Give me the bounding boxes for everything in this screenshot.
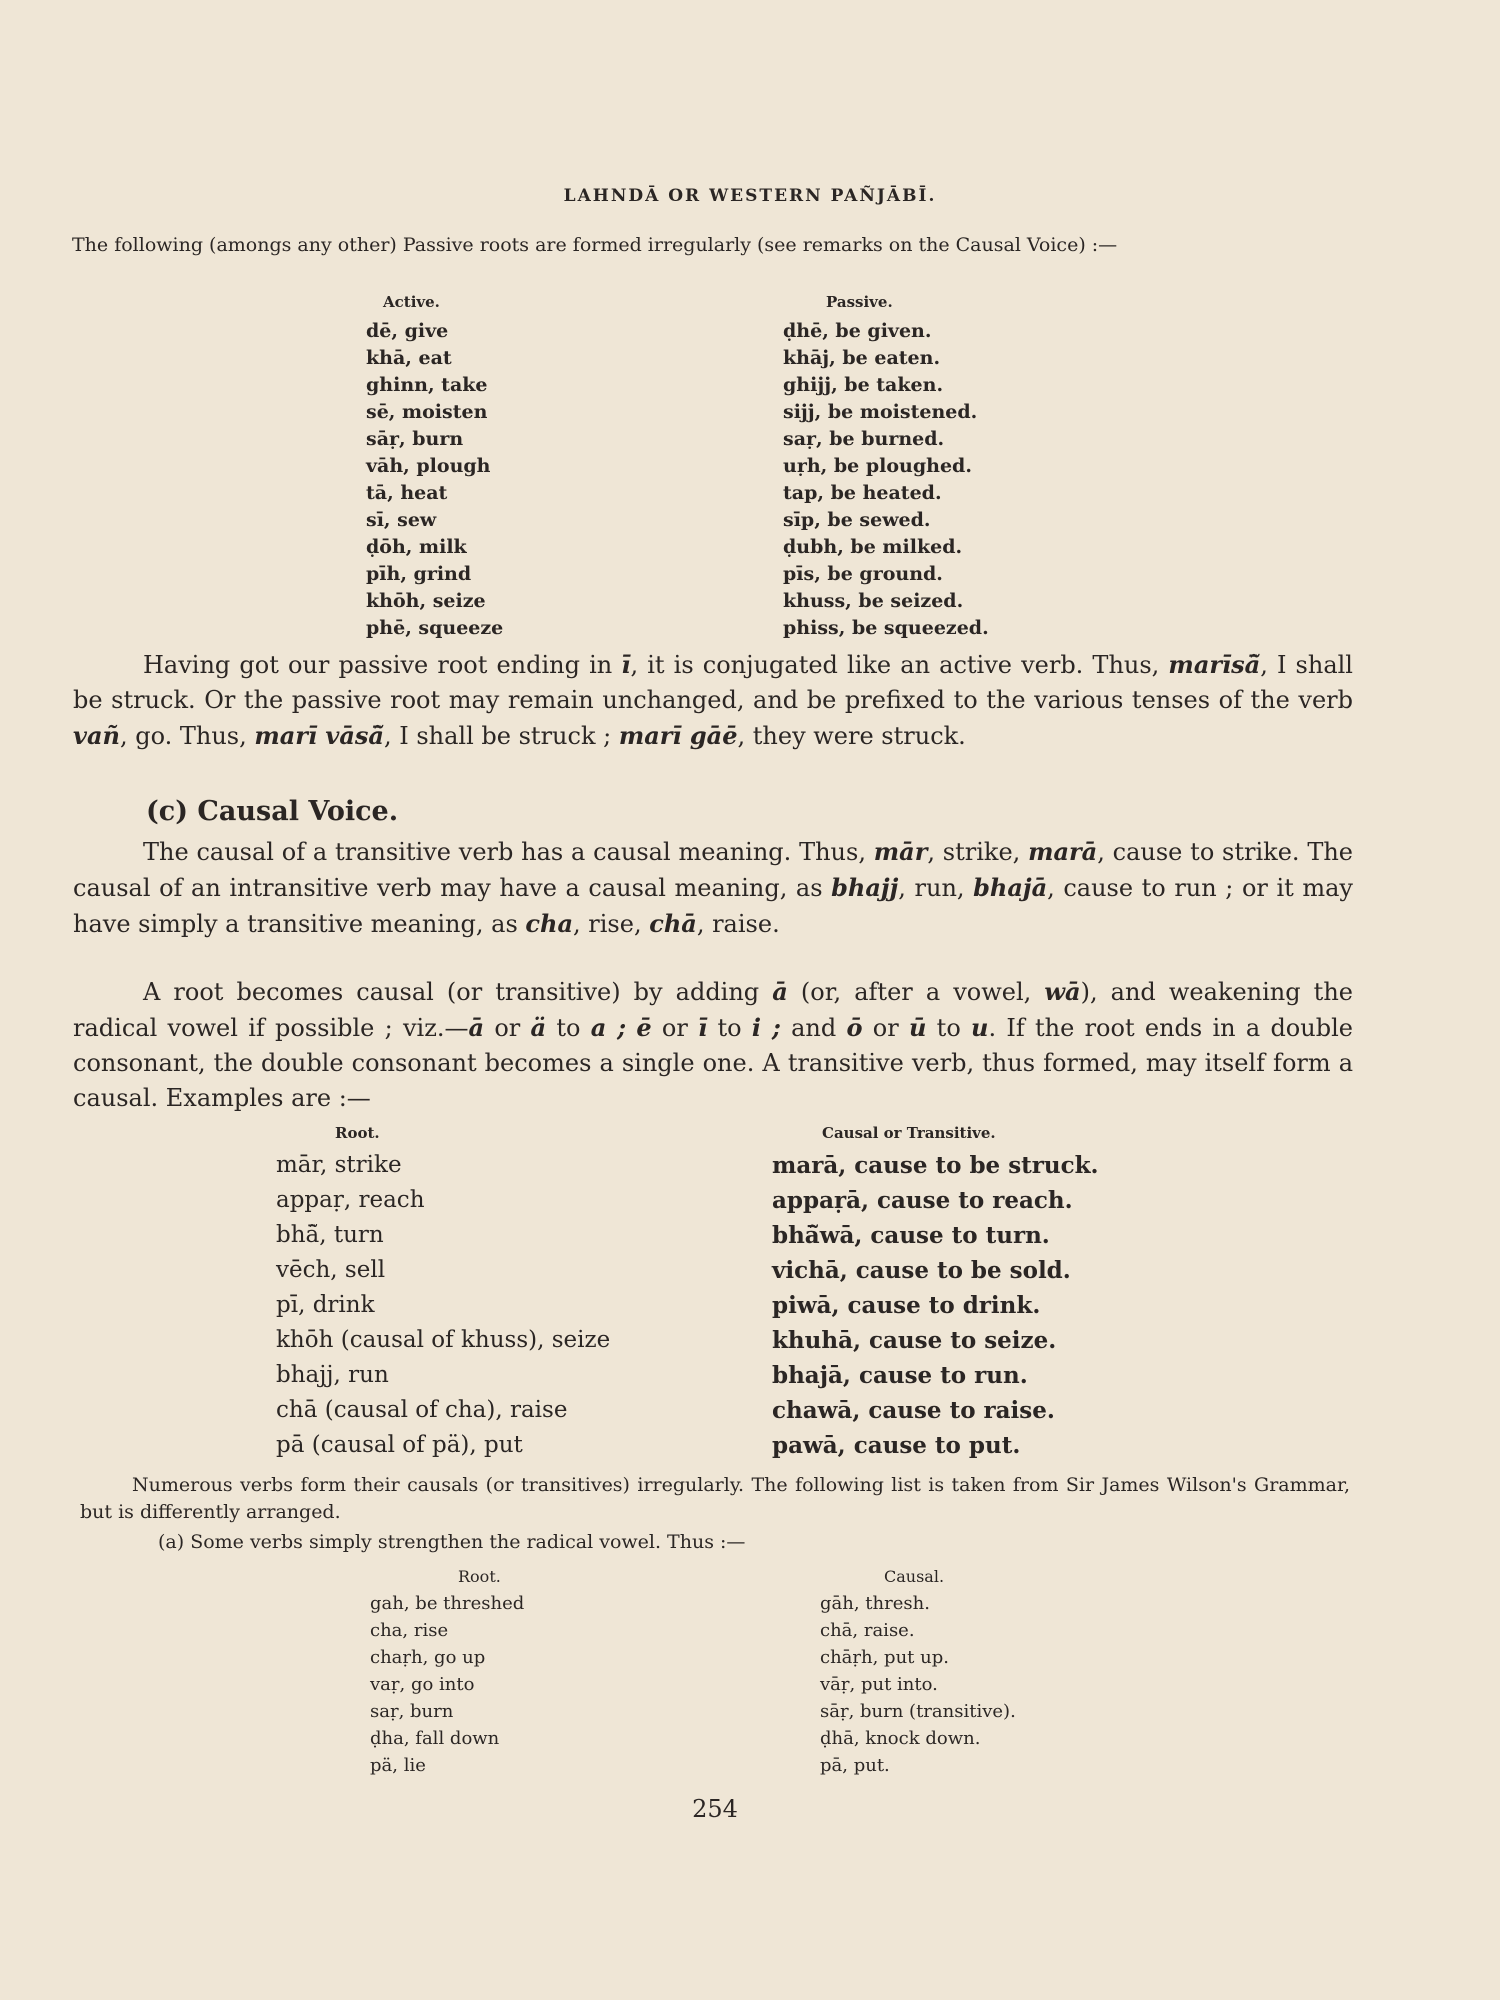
causal-root-cell: appaṛ, reach [276,1187,425,1213]
text-span: , cause to run ; or it may have simply a transitive meaning, as [73,874,1353,938]
passive-table-head-passive: Passive. [826,293,893,311]
passive-active-cell: khā, eat [366,347,452,369]
causal-causal-cell: bhajā, cause to run. [772,1362,1028,1389]
italic-term: cha [525,909,574,938]
passive-passive-cell: saṛ, be burned. [783,428,945,450]
italic-term: mār [873,837,928,866]
passive-active-cell: dē, give [366,320,449,342]
strengthen-causal-cell: vāṛ, put into. [820,1674,938,1695]
causal-root-cell: mār, strike [276,1152,402,1178]
italic-term: ī [621,650,631,679]
passive-active-cell: sī, sew [366,509,437,531]
italic-term: ō [846,1013,863,1042]
strengthen-root-cell: gah, be threshed [370,1593,525,1614]
passive-active-cell: phē, squeeze [366,617,504,639]
section-heading: (c) Causal Voice. [146,796,399,827]
text-span: , I shall be struck ; [383,722,619,750]
strengthen-root-cell: ḍha, fall down [370,1728,500,1749]
passive-active-cell: khōh, seize [366,590,486,612]
causal-causal-cell: pawā, cause to put. [772,1432,1021,1459]
causal-table-head-causal: Causal or Transitive. [822,1124,996,1142]
italic-term: ā [468,1013,485,1042]
strengthen-causal-cell: chā, raise. [820,1620,915,1641]
causal-meaning-paragraph [73,834,1353,942]
text-span: , raise. [696,910,780,938]
text-span: , go. Thus, [119,722,255,750]
causal-root-cell: vēch, sell [276,1257,386,1283]
strengthen-root-cell: saṛ, burn [370,1701,454,1722]
text-span: to [546,1014,591,1042]
passive-passive-cell: phiss, be squeezed. [783,617,989,639]
strengthen-root-cell: cha, rise [370,1620,449,1641]
text-span: , cause to strike. The causal of an intransitive verb may have a causal meaning, as [73,838,1354,902]
causal-causal-cell: bhā̃wā, cause to turn. [772,1222,1050,1249]
strengthen-table-head-root: Root. [458,1567,501,1586]
strengthen-causal-cell: sāṛ, burn (transitive). [820,1701,1016,1722]
text-span: Having got our passive root ending in [143,651,622,679]
italic-term: ī [698,1013,708,1042]
passive-active-cell: ḍōh, milk [366,536,467,558]
passive-passive-cell: ghijj, be taken. [783,374,944,396]
text-span: , I shall be struck. Or the passive root may remain unchanged, and be prefixed to the various tenses of the verb [73,651,1353,714]
strengthen-causal-cell: pā, put. [820,1755,890,1776]
italic-term: marī vāsā̃ [254,721,384,750]
italic-term: a ; [590,1013,627,1042]
passive-active-cell: sē, moisten [366,401,488,423]
text-span: or [651,1014,699,1042]
strengthen-root-cell: vaṛ, go into [370,1674,475,1695]
italic-term: vañ [73,721,120,750]
italic-term: u [971,1013,989,1042]
text-span: to [707,1014,752,1042]
passive-conjugation-paragraph [73,647,1353,754]
italic-term: wā [1044,977,1081,1006]
strengthen-causal-cell: ḍhā, knock down. [820,1728,981,1749]
text-span: , rise, [573,910,650,938]
passive-active-cell: vāh, plough [366,455,491,477]
text-span: . If the root ends in a double consonant, the double consonant becomes a single one. A transitive verb, thus formed, may itself form a causal. Examples are :— [73,1014,1353,1112]
italic-term: marā [1028,837,1098,866]
passive-active-cell: sāṛ, burn [366,428,464,450]
passive-passive-cell: uṛh, be ploughed. [783,455,972,477]
strengthen-root-cell: chaṛh, go up [370,1647,486,1668]
italic-term: i ; [751,1013,781,1042]
italic-term: ā [772,977,788,1006]
text-span: , it is conjugated like an active verb. Thus, [630,651,1169,679]
causal-root-cell: bhajj, run [276,1362,389,1388]
causal-root-cell: pā (causal of pä), put [276,1432,523,1458]
strengthen-note: (a) Some verbs simply strengthen the radical vowel. Thus :— [158,1531,746,1553]
passive-passive-cell: sīp, be sewed. [783,509,931,531]
strengthen-table-head-causal: Causal. [884,1567,945,1586]
strengthen-root-cell: pä, lie [370,1755,426,1776]
passive-passive-cell: ḍhē, be given. [783,320,932,342]
italic-term: bhajj [831,873,899,902]
italic-term: marīsā̃ [1168,650,1261,679]
italic-term: bhajā [973,873,1048,902]
passive-intro: The following (amongs any other) Passive roots are formed irregularly (see remarks on the Causal Voice) :— [72,234,1118,256]
causal-formation-paragraph [73,974,1353,1116]
text-span: , run, [898,874,974,902]
text-span: A root becomes causal (or transitive) by adding [143,978,773,1006]
causal-table-head-root: Root. [335,1124,380,1142]
causal-causal-cell: khuhā, cause to seize. [772,1327,1057,1354]
passive-passive-cell: tap, be heated. [783,482,942,504]
page-number: 254 [692,1795,738,1823]
passive-passive-cell: pīs, be ground. [783,563,943,585]
passive-table-head-active: Active. [383,293,440,311]
causal-root-cell: chā (causal of cha), raise [276,1397,568,1423]
italic-term: chā [649,909,697,938]
passive-passive-cell: khuss, be seized. [783,590,964,612]
causal-causal-cell: chawā, cause to raise. [772,1397,1055,1424]
text-span: and [780,1014,847,1042]
text-span: ), and weakening the radical vowel if possible ; viz.— [73,978,1353,1042]
italic-term: marī gāē [618,721,738,750]
text-span: to [926,1014,972,1042]
passive-passive-cell: sijj, be moistened. [783,401,978,423]
causal-causal-cell: marā, cause to be struck. [772,1152,1099,1179]
passive-active-cell: pīh, grind [366,563,472,585]
passive-passive-cell: ḍubh, be milked. [783,536,963,558]
strengthen-causal-cell: chāṛh, put up. [820,1647,949,1668]
text-span [626,1014,636,1042]
text-span: , strike, [927,838,1029,866]
causal-root-cell: khōh (causal of khuss), seize [276,1327,611,1353]
causal-causal-cell: vichā, cause to be sold. [772,1257,1071,1284]
text-span: (or, after a vowel, [787,978,1045,1006]
causal-causal-cell: appaṛā, cause to reach. [772,1187,1073,1214]
running-header: LAHNDĀ OR WESTERN PAÑJĀBĪ. [563,186,937,206]
text-span: The causal of a transitive verb has a causal meaning. Thus, [143,838,874,866]
italic-term: ū [908,1013,927,1042]
text-span: , they were struck. [737,722,966,750]
passive-active-cell: ghinn, take [366,374,488,396]
italic-term: ē [636,1013,652,1042]
strengthen-causal-cell: gāh, thresh. [820,1593,930,1614]
italic-term: ä [530,1013,547,1042]
causal-root-cell: pī, drink [276,1292,375,1318]
causal-root-cell: bhā̃, turn [276,1222,384,1248]
passive-passive-cell: khāj, be eaten. [783,347,941,369]
passive-active-cell: tā, heat [366,482,448,504]
irregular-causals-note: Numerous verbs form their causals (or transitives) irregularly. The following list is taken from Sir James Wilson's Grammar, but is differently arranged. [80,1474,1350,1523]
text-span: or [862,1014,909,1042]
causal-causal-cell: piwā, cause to drink. [772,1292,1041,1319]
text-span: or [484,1014,531,1042]
